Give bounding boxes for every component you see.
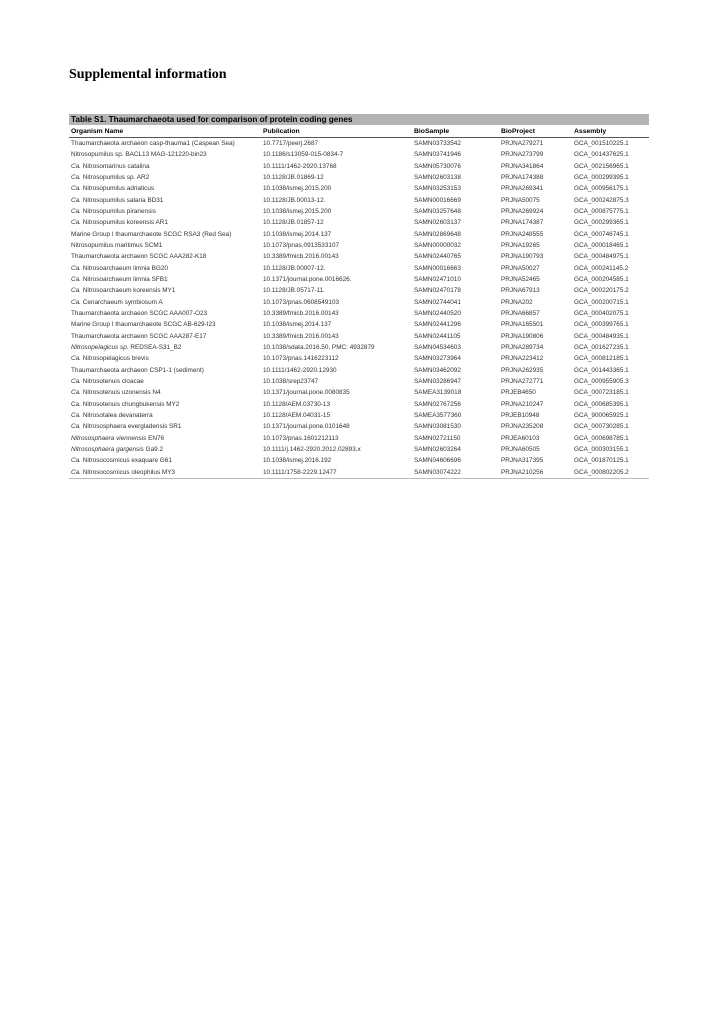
cell-bioproject: PRJNA67913 — [501, 287, 540, 295]
organism-name-text: Nitrosopumilus sp. BACL13 MAG-121220-bin23 — [71, 151, 207, 159]
cell-assembly: GCA_001437625.1 — [574, 151, 629, 159]
organism-name-text: Nitrosomarinus catalina — [80, 162, 150, 170]
cell-assembly: GCA_002156965.1 — [574, 162, 629, 170]
cell-bioproject: PRJNA272771 — [501, 378, 544, 386]
column-header-bioproject: BioProject — [499, 125, 572, 138]
cell-organism-name — [69, 410, 261, 421]
cell-bioproject: PRJNA273799 — [501, 151, 544, 159]
table-row — [69, 342, 649, 353]
cell-publication: 10.7717/peerj.2687 — [263, 140, 319, 148]
column-header-biosample: BioSample — [412, 125, 499, 138]
cell-bioproject: PRJNA341864 — [501, 162, 544, 170]
organism-name-text: Ga9.2 — [143, 446, 164, 454]
table-row — [69, 263, 649, 274]
cell-assembly: GCA_001627235.1 — [574, 344, 629, 352]
cell-bioproject: PRJNA269924 — [501, 208, 544, 216]
cell-organism-name — [69, 455, 261, 466]
organism-name-text: Nitrosopumilus maritimus SCM1 — [71, 242, 163, 250]
cell-organism-name — [69, 172, 261, 183]
organism-italic-prefix: Ca. — [71, 219, 81, 227]
organism-name-text: Nitrosoarchaeum koreensis MY1 — [80, 287, 176, 295]
cell-bioproject: PRJNA317395 — [501, 457, 544, 465]
organism-name-text: Cenarchaeum symbiosum A — [80, 298, 163, 306]
cell-publication: 10.1073/pnas.0913533107 — [263, 242, 340, 250]
organism-italic-prefix: Nitrosopelagicus sp. — [71, 344, 129, 352]
cell-bioproject: PRJNA52465 — [501, 276, 540, 284]
table-row — [69, 387, 649, 398]
cell-assembly: GCA_000685395.1 — [574, 400, 629, 408]
organism-italic-prefix: Ca. — [71, 162, 81, 170]
table-row — [69, 161, 649, 172]
organism-name-text: Nitrosopumilus adriaticus — [80, 185, 155, 193]
table-row — [69, 353, 649, 364]
cell-publication: 10.1371/journal.pone.0016626. — [263, 276, 352, 284]
cell-biosample: SAMN02603264 — [414, 446, 461, 454]
organism-name-text: Nitrosotenuis uzonensis N4 — [80, 389, 161, 397]
organism-name-text: Nitrosotenuis cloacae — [80, 378, 144, 386]
cell-bioproject: PRJNA235208 — [501, 423, 544, 431]
cell-bioproject: PRJNA279271 — [501, 140, 544, 148]
cell-publication: 10.1128/AEM.04031-15 — [263, 412, 331, 420]
organism-name-text: Nitrosocosmicus exaquare G61 — [80, 457, 172, 465]
organism-name-text: Nitrosopumilus piranensis — [80, 208, 156, 216]
cell-assembly: GCA_000200715.1 — [574, 298, 629, 306]
cell-assembly: GCA_000802205.2 — [572, 467, 649, 479]
cell-bioproject: PRJNA190793 — [501, 253, 544, 261]
cell-organism-name — [69, 467, 261, 479]
organism-italic-prefix: Ca. — [71, 174, 81, 182]
cell-biosample: SAMN02441296 — [414, 321, 461, 329]
table-row — [69, 421, 649, 432]
table-row — [69, 217, 649, 228]
cell-organism-name — [69, 251, 261, 262]
table-row — [69, 399, 649, 410]
cell-biosample: SAMN03257648 — [414, 208, 461, 216]
cell-bioproject: PRJEA60103 — [501, 434, 540, 442]
organism-name-text: Nitrososphaera evergladensis SR1 — [80, 423, 182, 431]
organism-name-text: Ca. Nitrosotenuis chungbukensis MY2 — [71, 400, 180, 408]
cell-organism-name — [69, 342, 261, 353]
table-row — [69, 410, 649, 421]
table-row — [69, 308, 649, 319]
cell-assembly: GCA_000956175.1 — [574, 185, 629, 193]
organism-name-text: Marine Group I thaumarchaeote SCGC AB-629-I23 — [71, 321, 216, 329]
cell-assembly: GCA_000399765.1 — [574, 321, 629, 329]
cell-bioproject: PRJEB4650 — [501, 389, 536, 397]
table-row — [69, 365, 649, 376]
cell-biosample: SAMEA3139018 — [414, 389, 462, 397]
cell-bioproject: PRJNA165501 — [501, 321, 544, 329]
page-heading: Supplemental information — [69, 67, 227, 82]
organism-name-text: Nitrosotalea devanaterra — [80, 412, 153, 420]
cell-biosample: SAMN03253153 — [414, 185, 461, 193]
table-row — [69, 251, 649, 262]
table-row — [69, 172, 649, 183]
table-row — [69, 229, 649, 240]
cell-organism-name — [69, 387, 261, 398]
cell-organism-name — [69, 433, 261, 444]
cell-biosample: SAMN04534603 — [414, 344, 461, 352]
table-row — [69, 331, 649, 342]
cell-bioproject: PRJNA174387 — [501, 219, 544, 227]
table-row — [69, 274, 649, 285]
cell-organism-name — [69, 206, 261, 217]
cell-organism-name — [69, 240, 261, 251]
cell-publication: 10.3389/fmicb.2016.00143 — [263, 310, 339, 318]
cell-bioproject: PRJEB10948 — [501, 412, 540, 420]
column-header-publication: Publication — [261, 125, 412, 138]
cell-publication: 10.1038/ismej.2014.137 — [263, 321, 332, 329]
cell-assembly: GCA_000955905.3 — [574, 378, 629, 386]
cell-bioproject: PRJNA248555 — [501, 230, 544, 238]
cell-biosample: SAMN02441105 — [414, 332, 461, 340]
cell-biosample: SAMN02869648 — [414, 230, 461, 238]
cell-organism-name — [69, 149, 261, 160]
organism-italic-prefix: Ca. — [71, 196, 81, 204]
cell-publication: 10.1038/ismej.2015.200 — [263, 185, 332, 193]
organism-name-text: Nitrosopumilus koreensis AR1 — [80, 219, 168, 227]
organism-italic-prefix: Ca. — [71, 389, 81, 397]
cell-biosample: SAMN02721150 — [414, 434, 461, 442]
cell-organism-name — [69, 274, 261, 285]
cell-assembly: GCA_000484975.1 — [574, 253, 629, 261]
cell-bioproject: PRJNA66857 — [501, 310, 540, 318]
cell-publication: 10.1128/JB.01857-12 — [263, 219, 324, 227]
cell-publication: 10.3389/fmicb.2016.00143 — [263, 332, 339, 340]
cell-assembly: GCA_000242875.3 — [574, 196, 629, 204]
organism-name-text: Nitrosopelagicus brevis — [80, 355, 149, 363]
cell-organism-name — [69, 319, 261, 330]
organism-italic-prefix: Ca. — [71, 264, 81, 272]
organism-italic-prefix: Ca. — [71, 355, 81, 363]
organism-italic-prefix: Nitrososphaera viennensis — [71, 434, 147, 442]
organism-name-text: Thaumarchaeota archaeon SCGC AAA287-E17 — [71, 332, 207, 340]
cell-biosample: SAMN02603137 — [414, 219, 461, 227]
cell-organism-name — [69, 195, 261, 206]
table-row — [69, 195, 649, 206]
organism-name-text: Thaumarchaeota archaeon SCGC AAA282-K18 — [71, 253, 207, 261]
cell-publication: 10.1073/pnas.1601212113 — [263, 434, 339, 442]
organism-name-text: Thaumarchaeota archaeon SCGC AAA007-O23 — [71, 310, 208, 318]
cell-biosample: SAMN03462092 — [414, 366, 461, 374]
cell-biosample: SAMN02603138 — [414, 174, 461, 182]
cell-bioproject: PRJNA190806 — [501, 332, 544, 340]
table-row — [69, 433, 649, 444]
column-header-organism-name: Organism Name — [69, 125, 261, 138]
organism-name-text: EN76 — [146, 434, 165, 442]
cell-organism-name — [69, 444, 261, 455]
organism-table — [69, 125, 649, 479]
table-row — [69, 183, 649, 194]
cell-assembly: GCA_000730285.1 — [574, 423, 629, 431]
cell-assembly: GCA_000402075.1 — [574, 310, 629, 318]
table-row — [69, 149, 649, 160]
cell-organism-name — [69, 161, 261, 172]
cell-organism-name — [69, 308, 261, 319]
cell-publication: 10.1128/JB.05717-11. — [263, 287, 325, 295]
cell-bioproject: PRJNA174388 — [501, 174, 544, 182]
cell-assembly: GCA_000484935.1 — [574, 332, 629, 340]
cell-biosample: SAMN03081530 — [414, 423, 461, 431]
cell-biosample: SAMN03074222 — [412, 467, 499, 479]
organism-name-text: Marine Group I thaumarchaeote SCGC RSA3 (Red Sea) — [71, 230, 232, 238]
cell-biosample: SAMN02471010 — [414, 276, 461, 284]
cell-bioproject: PRJNA289734 — [501, 344, 544, 352]
organism-name-text: REDSEA-S31_B2 — [128, 344, 182, 352]
cell-publication: 10.1128/JB.00013-12. — [263, 196, 326, 204]
table-row — [69, 319, 649, 330]
column-header-assembly: Assembly — [572, 125, 649, 138]
organism-name-text: Nitrosopumilus sp. AR2 — [80, 174, 150, 182]
table-row — [69, 138, 649, 150]
cell-publication: 10.1111/1462-2920.12930 — [263, 366, 337, 374]
cell-biosample: SAMN00000032 — [414, 242, 461, 250]
cell-publication: 10.3389/fmicb.2016.00143 — [263, 253, 339, 261]
cell-publication: 10.1371/journal.pone.0101648 — [263, 423, 350, 431]
organism-italic-prefix: Ca. — [71, 185, 81, 193]
cell-publication: 10.1111/1462-2920.13768 — [263, 162, 337, 170]
cell-assembly: GCA_900065925.1 — [574, 412, 629, 420]
cell-biosample: SAMN02744041 — [414, 298, 461, 306]
organism-name-text: Nitrosoarchaeum limnia SFB1 — [80, 276, 168, 284]
cell-publication: 10.1038/ismej.2014.137 — [263, 230, 332, 238]
organism-italic-prefix: Ca. — [71, 287, 81, 295]
cell-bioproject: PRJNA210247 — [501, 400, 544, 408]
table-body — [69, 138, 649, 479]
cell-biosample: SAMN03741946 — [414, 151, 461, 159]
cell-assembly: GCA_000875775.1 — [574, 208, 629, 216]
organism-italic-prefix: Ca. — [71, 276, 81, 284]
cell-organism-name — [69, 421, 261, 432]
cell-biosample: SAMEA3577360 — [414, 412, 462, 420]
organism-name-text: Thaumarchaeota archaeon CSP1-1 (sediment) — [71, 366, 204, 374]
cell-bioproject: PRJNA60505 — [501, 446, 540, 454]
cell-organism-name — [69, 138, 261, 150]
cell-publication: 10.1038/sdata.2016.50, PMC: 4932879 — [263, 344, 375, 352]
organism-name-text: Thaumarchaeota archaeon casp-thauma1 (Caspean Sea) — [71, 140, 235, 148]
cell-assembly: GCA_000299395.1 — [574, 174, 629, 182]
cell-publication: 10.1128/AEM.03730-13 — [263, 400, 331, 408]
cell-assembly: GCA_000723185.1 — [574, 389, 629, 397]
cell-biosample: SAMN03273964 — [414, 355, 461, 363]
cell-bioproject: PRJNA202 — [501, 298, 533, 306]
cell-assembly: GCA_000018465.1 — [574, 242, 629, 250]
cell-assembly: GCA_000204585.1 — [574, 276, 629, 284]
cell-assembly: GCA_000299365.1 — [574, 219, 629, 227]
table-row — [69, 297, 649, 308]
table-row — [69, 206, 649, 217]
cell-biosample: SAMN02767256 — [414, 400, 461, 408]
cell-publication: 10.1073/pnas.0608549103 — [263, 298, 340, 306]
cell-organism-name — [69, 297, 261, 308]
table-row — [69, 444, 649, 455]
cell-publication: 10.1038/ismej.2016.192 — [263, 457, 332, 465]
cell-biosample: SAMN00016663 — [414, 264, 461, 272]
organism-italic-prefix: Ca. — [71, 468, 81, 476]
cell-biosample: SAMN04606696 — [414, 457, 461, 465]
organism-italic-prefix: Nitrososphaera gargensis — [71, 446, 144, 454]
cell-organism-name — [69, 285, 261, 296]
cell-publication: 10.1038/ismej.2015.200 — [263, 208, 332, 216]
cell-publication: 10.1073/pnas.1416223112 — [263, 355, 339, 363]
table-row — [69, 467, 649, 479]
cell-bioproject: PRJNA262935 — [501, 366, 544, 374]
table-row — [69, 285, 649, 296]
cell-biosample: SAMN03733542 — [414, 140, 461, 148]
cell-publication: 10.1111/1758-2229.12477 — [261, 467, 412, 479]
cell-assembly: GCA_000746745.1 — [574, 230, 629, 238]
cell-publication: 10.1371/journal.pone.0080835 — [263, 389, 350, 397]
cell-publication: 10.1111/j.1462-2920.2012.02893.x — [263, 446, 361, 454]
cell-publication: 10.1128/JB.01869-12 — [263, 174, 324, 182]
cell-organism-name — [69, 331, 261, 342]
cell-assembly: GCA_001510225.1 — [574, 140, 629, 148]
cell-biosample: SAMN02440765 — [414, 253, 461, 261]
organism-name-text: Nitrosopumilus salaria BD31 — [80, 196, 164, 204]
cell-bioproject: PRJNA210256 — [499, 467, 572, 479]
organism-name-text: Nitrosoarchaeum limnia BG20 — [80, 264, 168, 272]
organism-italic-prefix: Ca. — [71, 378, 81, 386]
cell-organism-name — [69, 365, 261, 376]
table-row — [69, 455, 649, 466]
cell-biosample: SAMN05730076 — [414, 162, 461, 170]
organism-italic-prefix: Ca. — [71, 208, 81, 216]
organism-italic-prefix: Ca. — [71, 423, 81, 431]
cell-publication: 10.1128/JB.00007-12. — [263, 264, 326, 272]
cell-organism-name — [69, 229, 261, 240]
cell-organism-name — [69, 399, 261, 410]
cell-assembly: GCA_001443365.1 — [574, 366, 629, 374]
cell-organism-name — [69, 217, 261, 228]
cell-publication: 10.1186/s13059-015-0834-7 — [263, 151, 344, 159]
table-row — [69, 376, 649, 387]
cell-assembly: GCA_001870125.1 — [574, 457, 629, 465]
cell-bioproject: PRJNA269341 — [501, 185, 544, 193]
table-row — [69, 240, 649, 251]
cell-bioproject: PRJNA19265 — [501, 242, 540, 250]
cell-assembly: GCA_000220175.2 — [574, 287, 629, 295]
organism-italic-prefix: Ca. — [71, 457, 81, 465]
cell-biosample: SAMN03286947 — [414, 378, 461, 386]
cell-biosample: SAMN02440520 — [414, 310, 461, 318]
cell-assembly: GCA_000303155.1 — [574, 446, 629, 454]
organism-italic-prefix: Ca. — [71, 298, 81, 306]
table-s1 — [69, 114, 649, 479]
cell-biosample: SAMN00016669 — [414, 196, 461, 204]
table-caption: Table S1. Thaumarchaeota used for comparison of protein coding genes — [69, 114, 649, 125]
table-header-row — [69, 125, 649, 138]
cell-assembly: GCA_000241145.2 — [574, 264, 629, 272]
cell-bioproject: PRJNA223412 — [501, 355, 544, 363]
cell-bioproject: PRJNA50027 — [501, 264, 540, 272]
cell-organism-name — [69, 183, 261, 194]
cell-bioproject: PRJNA50075 — [501, 196, 540, 204]
cell-assembly: GCA_000698785.1 — [574, 434, 629, 442]
cell-publication: 10.1038/srep23747 — [263, 378, 319, 386]
cell-organism-name — [69, 353, 261, 364]
cell-biosample: SAMN02470178 — [414, 287, 461, 295]
organism-italic-prefix: Ca. — [71, 412, 81, 420]
cell-organism-name — [69, 263, 261, 274]
cell-assembly: GCA_000812185.1 — [574, 355, 629, 363]
organism-name-text: Nitrosocosmicus oleophilus MY3 — [80, 468, 176, 476]
cell-organism-name — [69, 376, 261, 387]
